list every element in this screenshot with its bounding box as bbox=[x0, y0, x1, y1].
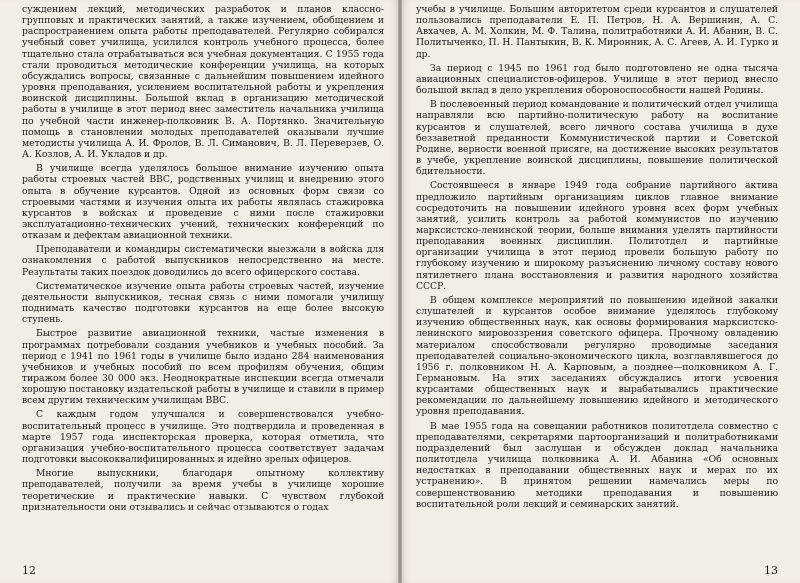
page-number: 12 bbox=[22, 564, 36, 577]
paragraph: В общем комплексе мероприятий по повышению идейной закалки слушателей и курсантов особое внимание уделялось глубокому изучению общественных наук, как основы формирования марксистско-ленинского мировоззрения советского офицера. Прочному овладению материалом способствовали регулярно проводимые заседания преподавателей социально-экономического цикла, возглавлявшегося до 1956 г. полковником Н. А. Карповым, а позднее—полковником А. Г. Германовым. На этих заседаниях обсуждались итоги усвоения курсантами общественных наук и вырабатывались практические рекомендации по дальнейшему повышению идейного и методического уровня преподавания. bbox=[416, 294, 778, 418]
paragraph: Систематическое изучение опыта работы строевых частей, изучение деятельности выпускников, тесная связь с ними помогали училищу поднимать качество подготовки курсантов на еще более высокую ступень. bbox=[22, 280, 384, 326]
paragraph: Преподаватели и командиры систематически выезжали в войска для ознакомления с работой выпускников непосредственно на месте. Результаты таких поездок доводились до всего офицерского состава. bbox=[22, 244, 384, 278]
paragraph: В мае 1955 года на совещании работников политотдела совместно с преподавателями, секретарями партоорганизаций и политработниками подразделений был заслушан и обсужден доклад начальника политотдела училища полковника А. И. Абанина «Об основных недостатках в преподавании общественных наук и мерах по их устранению». В принятом решении намечались меры по совершенствованию методики преподавания и повышению воспитательной роли лекций и семинарских занятий. bbox=[416, 420, 778, 510]
paragraph: В училище всегда уделялось большое внимание изучению опыта работы строевых частей ВВС, родственных училищ и внедрению этого опыта в обучение курсантов. Одной из основных форм связи со строевыми частями и изучения опыта их работы являлась стажировка курсантов в войсках и проведение с ними после стажировки эксплуатационно-технических учений, технических конференций по отказам и дефектам авиационной техники. bbox=[22, 163, 384, 242]
paragraph: С каждым годом улучшался и совершенствовался учебно-воспитательный процесс в училище. Это подтвердила и проведенная в марте 1957 года инспекторская проверка, которая отметила, что организация учебно-воспитательного процесса соответствует задачам подготовки высококвалифицированных и идейно зрелых офицеров. bbox=[22, 409, 384, 466]
paragraph: В послевоенный период командование и политический отдел училища направляли всю партийно-политическую работу на воспитание курсантов и слушателей, всего личного состава училища в духе беззаветной преданности Коммунистической партии и Советской Родине, верности военной присяге, на достижение высоких результатов в учебе, укрепление воинской дисциплины, повышение политической бдительности. bbox=[416, 99, 778, 178]
paragraph: суждением лекций, методических разработок и планов классно-групповых и практических занятий, а также изучением, обобщением и распространением опыта работы преподавателей. Регулярно собирался учебный совет училища, усилился контроль учебного процесса, более тщательно стала отрабатываться вся учебная документация. С 1955 года стали проводиться методические конференции училища, на которых обсуждались вопросы, связанные с дальнейшим повышением идейного уровня преподавания, усилением воспитательной работы и укрепления воинской дисциплины. Большой вклад в организацию методической работы в училище в этот период внес заместитель начальника училища по учебной части инженер-полковник В. А. Портянко. Значительную помощь в становлении молодых преподавателей оказывали лучшие методисты училища А. И. Фролов, В. Л. Симанович, В. Л. Переверзев, О. А. Козлов, А. И. Укладов и др. bbox=[22, 4, 384, 161]
paragraph: Быстрое развитие авиационной техники, частые изменения в программах потребовали создания учебников и учебных пособий. За период с 1941 по 1961 годы в училище было издано 284 наименования учебников и учебных пособий по всем профилям обучения, общим тиражом более 30 000 экз. Неоднократные инспекции всегда отмечали хорошую постановку издательской работы в училище и ставили в пример всем другим техническим училищам ВВС. bbox=[22, 328, 384, 407]
book-gutter bbox=[398, 0, 402, 583]
paragraph: За период с 1945 по 1961 год было подготовлено не одна тысяча авиационных специалистов-офицеров. Училище в этот период внесло большой вклад в дело укрепления обороноспособности нашей Родины. bbox=[416, 62, 778, 97]
right-page bbox=[400, 0, 800, 583]
page-number: 13 bbox=[764, 564, 778, 577]
paragraph: Многие выпускники, благодаря опытному коллективу преподавателей, получили за время учебы в училище хорошие теоретические и практические навыки. С чувством глубокой признательности они отзывались и сейчас отзываются о годах bbox=[22, 468, 384, 513]
paragraph: учебы в училище. Большим авторитетом среди курсантов и слушателей пользовались преподаватели Е. П. Петров, Н. А. Вершинин, А. С. Авхачев, А. М. Холкин, М. Ф. Талина, политработники А. И. Абанин, В. С. Политыченко, П. Н. Пантыкин, В. К. Миронник, А. С. Агеев, А. И. Гурко и др. bbox=[416, 4, 778, 60]
paragraph: Состоявшееся в январе 1949 года собрание партийного актива предложило партийным организациям циклов главное внимание сосредоточить на повышении идейного уровня всех форм учебных занятий, усилить контроль за работой коммунистов по изучению марксистско-ленинской теории, больше внимания уделять партийности преподавания военных дисциплин. Политотдел и партийные организации училища в этот период провели большую работу по глубокому изучению и широкому разъяснению личному составу нового пятилетнего плана восстановления и развития народного хозяйства СССР. bbox=[416, 180, 778, 292]
